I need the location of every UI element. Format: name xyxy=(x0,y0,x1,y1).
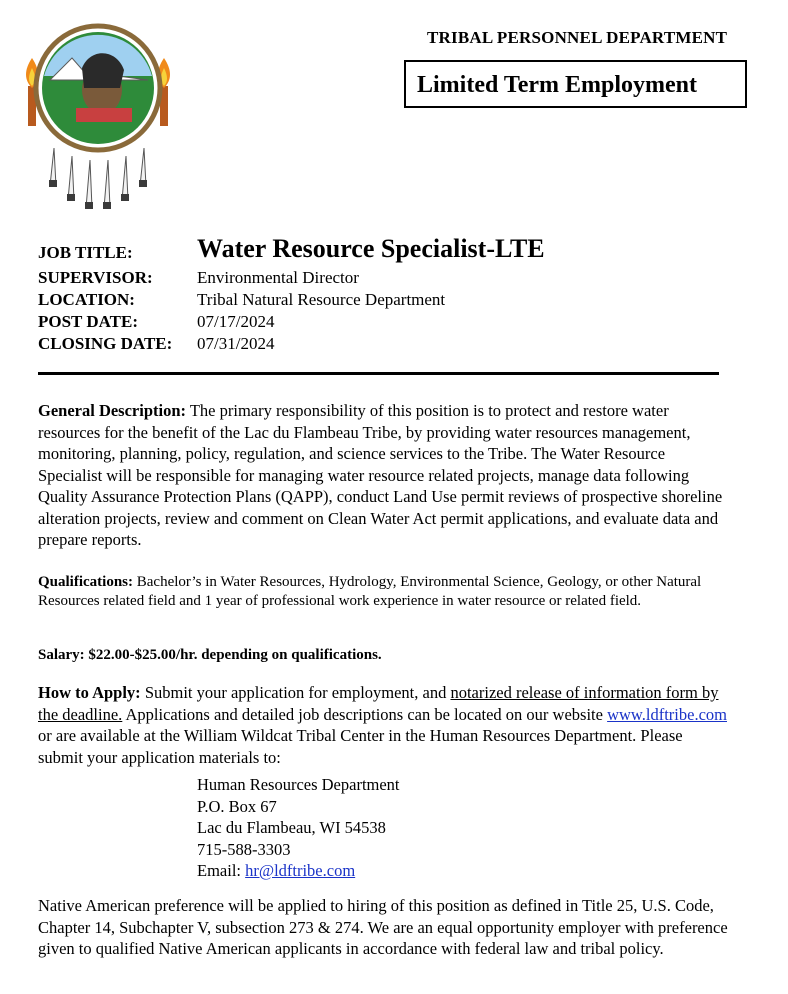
supervisor-value: Environmental Director xyxy=(197,268,359,287)
employment-type-box: Limited Term Employment xyxy=(404,60,747,108)
general-description-heading: General Description: xyxy=(38,401,187,420)
mailing-address xyxy=(197,774,400,882)
general-description-text: The primary responsibility of this position is to protect and restore water resources for the benefit of the Lac du Flambeau Tribe, by providing water resources management, monitoring, planning, policy, regulation, and science services to the Tribe. The Water Resource Specialist will be responsible for managing water resource related projects, manage data following Quality Assurance Protection Plans (QAPP), conduct Land Use permit reviews of prospective shoreline alteration projects, review and comment on Clean Water Act permit applications, and evaluate data and prepare reports. xyxy=(38,401,723,549)
how-to-apply-heading: How to Apply: xyxy=(38,683,141,702)
address-line-2: P.O. Box 67 xyxy=(197,796,277,816)
qualifications-heading: Qualifications: xyxy=(38,574,134,590)
address-line-3: Lac du Flambeau, WI 54538 xyxy=(197,818,386,837)
native-american-preference: Native American preference will be applied to hiring of this position as defined in Title 25, U.S. Code, Chapter 14, Subchapter V, subsection 273 & 274. We are an equal opportunity employer with preference given to qualified Native American applicants in accordance with federal law and tribal policy. xyxy=(38,896,728,958)
notarized-release-text: notarized release of information form by the deadline. xyxy=(38,683,719,724)
general-description xyxy=(38,400,728,551)
post-date-label: POST DATE: xyxy=(38,312,138,331)
tribal-seal-logo xyxy=(20,18,180,213)
qualifications xyxy=(38,573,728,610)
how-to-apply-text-1: Submit your application for employment, and xyxy=(140,683,451,702)
email-link[interactable]: hr@ldftribe.com xyxy=(245,861,356,880)
email-label: Email: xyxy=(197,861,246,880)
location-value: Tribal Natural Resource Department xyxy=(197,290,446,309)
website-link[interactable]: www.ldftribe.com xyxy=(607,704,727,724)
phone-number: 715-588-3303 xyxy=(197,839,291,859)
section-divider xyxy=(38,372,719,375)
location-label: LOCATION: xyxy=(38,290,135,309)
feather-icon xyxy=(49,148,147,209)
address-line-1: Human Resources Department xyxy=(197,775,400,794)
how-to-apply-text-2: Applications and detailed job descriptions can be located on our website xyxy=(122,704,608,724)
department-heading: TRIBAL PERSONNEL DEPARTMENT xyxy=(427,28,728,47)
how-to-apply-text-3: or are available at the William Wildcat Tribal Center in the Human Resources Department. Please submit your application materials to: xyxy=(38,726,683,767)
job-title-label: JOB TITLE: xyxy=(38,243,133,262)
salary: Salary: $22.00-$25.00/hr. depending on qualifications. xyxy=(38,647,382,663)
closing-date-value: 07/31/2024 xyxy=(197,334,275,353)
supervisor-label: SUPERVISOR: xyxy=(38,268,153,287)
qualifications-text: Bachelor’s in Water Resources, Hydrology, Environmental Science, Geology, or other Natural Resources related field and 1 year of professional work experience in water resource or related field. xyxy=(38,574,702,609)
job-title-value: Water Resource Specialist-LTE xyxy=(197,234,545,263)
email-row xyxy=(197,860,400,882)
how-to-apply xyxy=(38,682,728,768)
post-date-value: 07/17/2024 xyxy=(197,312,275,331)
closing-date-label: CLOSING DATE: xyxy=(38,334,173,353)
